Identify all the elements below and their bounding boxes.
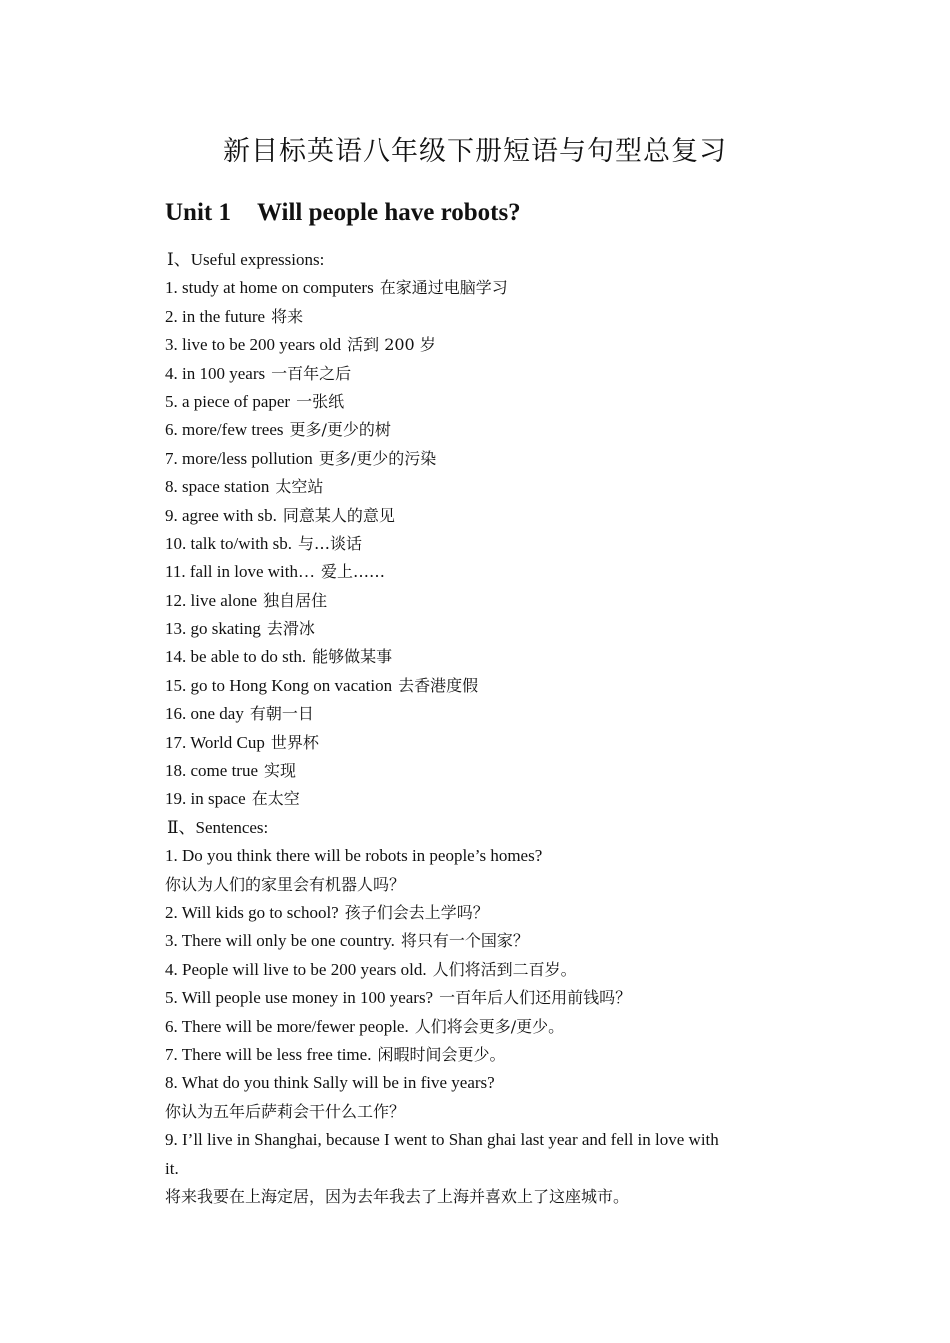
- expression-cn: 去滑冰: [266, 619, 315, 639]
- expression-item: [165, 388, 795, 416]
- expression-item: [165, 445, 795, 473]
- sentence-cn: 将来我要在上海定居，因为去年我去了上海并喜欢上了这座城市。: [165, 1186, 630, 1206]
- expression-item: [165, 473, 795, 501]
- expression-cn: 世界杯: [270, 732, 319, 752]
- sentences-list: [165, 842, 795, 1211]
- expression-en: 8. space station: [165, 477, 270, 497]
- expression-item: [165, 643, 795, 671]
- expression-item: [165, 757, 795, 785]
- expression-en: 2. in the future: [165, 306, 266, 326]
- sentence-cn: 一百年后人们还用前钱吗？: [439, 988, 632, 1008]
- expression-item: [165, 587, 795, 615]
- expression-item: [165, 416, 795, 444]
- sentence-item: [165, 1013, 795, 1041]
- expression-cn: 一张纸: [296, 391, 345, 411]
- sentence-en: 6. There will be more/fewer people.: [165, 1016, 409, 1036]
- expression-cn: 独自居住: [263, 590, 328, 610]
- sentence-en: 3. There will only be one country.: [165, 931, 395, 951]
- sentence-cn: 将只有一个国家？: [400, 931, 529, 951]
- expression-cn: 实现: [264, 761, 297, 781]
- expression-cn: 一百年之后: [271, 363, 352, 383]
- expression-item: [165, 558, 795, 586]
- sentence-en: 4. People will live to be 200 years old.: [165, 959, 427, 979]
- expression-en: 1. study at home on computers: [165, 278, 374, 298]
- expression-en: 12. live alone: [165, 590, 258, 610]
- expression-en: 4. in 100 years: [165, 363, 266, 383]
- sentence-en: 5. Will people use money in 100 years?: [165, 988, 434, 1008]
- expression-cn: 能够做某事: [312, 647, 393, 667]
- expression-item: [165, 700, 795, 728]
- sentence-cn: 人们将活到二百岁。: [432, 959, 577, 979]
- expression-cn: 更多/更少的树: [289, 420, 391, 440]
- sentence-en: 7. There will be less free time.: [165, 1044, 372, 1064]
- expression-cn: 更多/更少的污染: [318, 448, 437, 468]
- expression-item: [165, 729, 795, 757]
- sentence-cn: 你认为五年后萨莉会干什么工作？: [165, 1101, 406, 1121]
- expression-item: [165, 615, 795, 643]
- sentence-item: [165, 984, 795, 1012]
- expression-item: [165, 331, 795, 359]
- expression-item: [165, 360, 795, 388]
- sentence-cn: 你认为人们的家里会有机器人吗？: [165, 874, 406, 894]
- expression-en: 5. a piece of paper: [165, 391, 291, 411]
- section-label-sentences: Ⅱ、Sentences:: [167, 817, 269, 837]
- expression-item: [165, 672, 795, 700]
- expression-en: 11. fall in love with…: [165, 562, 315, 582]
- expression-cn: 太空站: [275, 477, 324, 497]
- expression-item: [165, 274, 795, 302]
- document-body: [165, 246, 795, 1211]
- expression-cn: 与…谈话: [298, 533, 363, 553]
- expression-cn: 在太空: [251, 789, 300, 809]
- sentence-cn: 孩子们会去上学吗？: [344, 902, 489, 922]
- unit-number: Unit 1: [165, 199, 231, 226]
- expression-item: [165, 785, 795, 813]
- expression-cn: 活到 200 岁: [347, 335, 436, 355]
- expression-item: [165, 303, 795, 331]
- expression-en: 6. more/few trees: [165, 420, 284, 440]
- unit-name: Will people have robots?: [256, 199, 521, 226]
- sentence-cn: 人们将会更多/更少。: [414, 1016, 565, 1036]
- expression-en: 19. in space: [165, 789, 246, 809]
- expression-en: 14. be able to do sth.: [165, 647, 307, 667]
- expression-cn: 在家通过电脑学习: [379, 278, 508, 298]
- unit-heading: [165, 196, 521, 230]
- expression-cn: 有朝一日: [249, 704, 314, 724]
- sentence-en: 1. Do you think there will be robots in people’s homes?: [165, 846, 543, 866]
- sentence-en: 9. I’ll live in Shanghai, because I went to Shan ghai last year and fell in love with: [165, 1130, 719, 1150]
- expression-en: 10. talk to/with sb.: [165, 533, 293, 553]
- expression-en: 15. go to Hong Kong on vacation: [165, 675, 393, 695]
- expression-en: 18. come true: [165, 761, 258, 781]
- expression-cn: 爱上……: [321, 562, 386, 582]
- sentence-en: 2. Will kids go to school?: [165, 902, 339, 922]
- expression-en: 17. World Cup: [165, 732, 265, 752]
- expression-en: 16. one day: [165, 704, 244, 724]
- expression-item: [165, 530, 795, 558]
- expression-en: 3. live to be 200 years old: [165, 335, 342, 355]
- expression-item: [165, 502, 795, 530]
- expression-en: 7. more/less pollution: [165, 448, 313, 468]
- expressions-list: [165, 274, 795, 813]
- expression-cn: 去香港度假: [398, 675, 479, 695]
- expression-cn: 将来: [271, 306, 304, 326]
- expression-en: 9. agree with sb.: [165, 505, 277, 525]
- expression-en: 13. go skating: [165, 619, 261, 639]
- expression-cn: 同意某人的意见: [282, 505, 395, 525]
- section-label-expressions: Ⅰ、Useful expressions:: [167, 250, 325, 269]
- sentence-item: [165, 1041, 795, 1069]
- sentence-en: 8. What do you think Sally will be in five years?: [165, 1073, 495, 1093]
- document-title: 新目标英语八年级下册短语与句型总复习: [223, 136, 727, 167]
- sentence-item: [165, 927, 795, 955]
- sentence-item: [165, 956, 795, 984]
- sentence-item: [165, 899, 795, 927]
- sentence-cn: 闲暇时间会更少。: [377, 1044, 506, 1064]
- sentence-en-continued: it.: [165, 1158, 179, 1178]
